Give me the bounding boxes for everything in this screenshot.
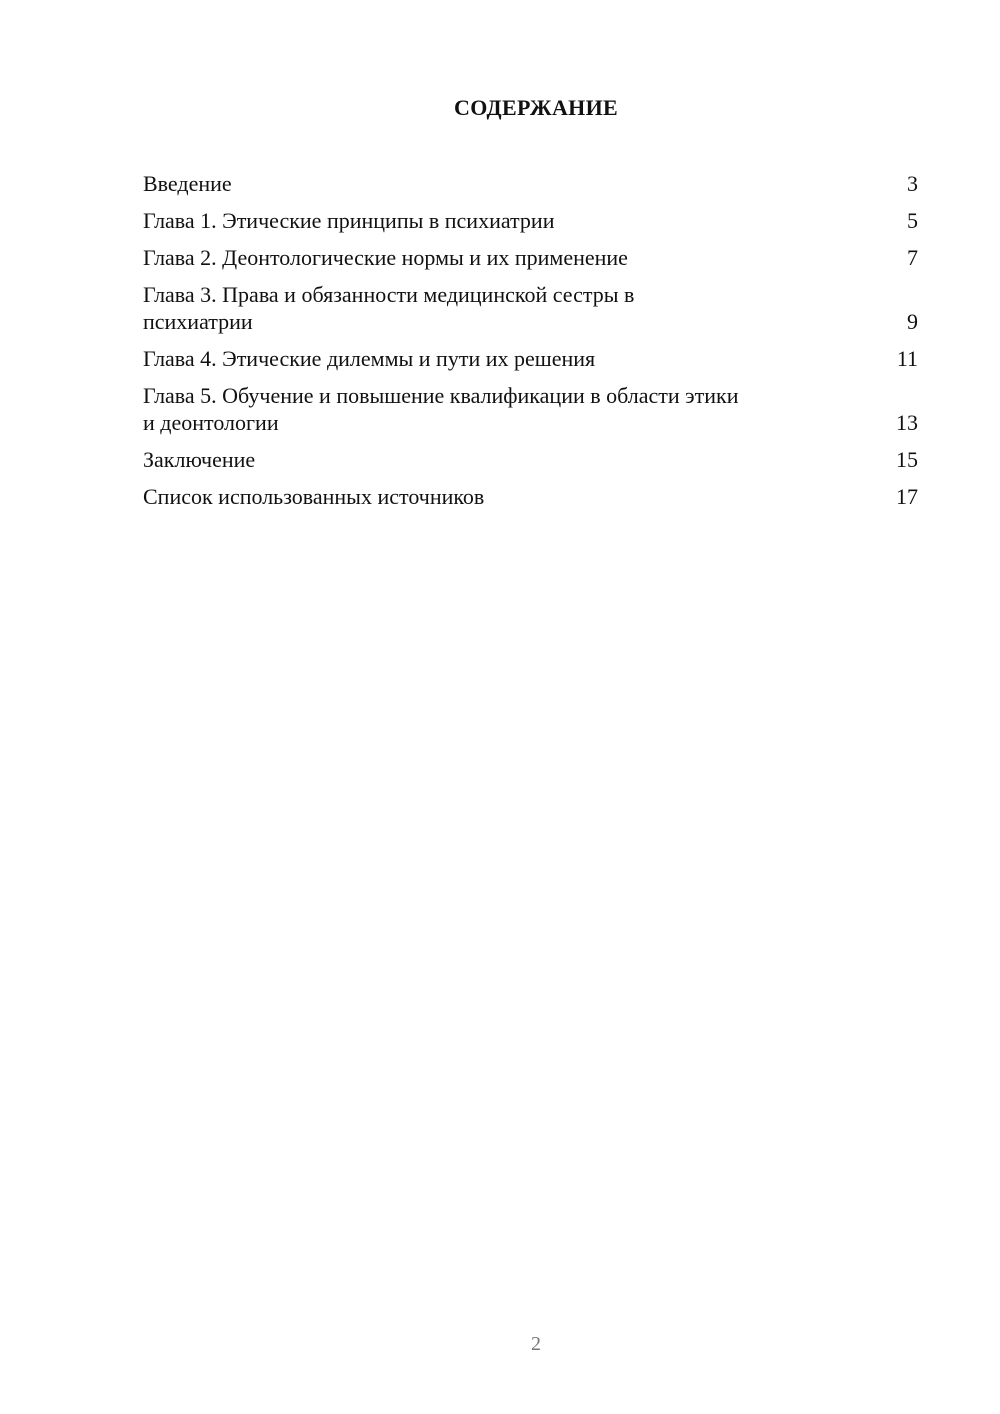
toc-entry-title: Глава 3. Права и обязанности медицинской сестры в психиатрии xyxy=(143,282,635,334)
toc-entry-page-number: 9 xyxy=(907,309,918,334)
toc-entry-page-number: 15 xyxy=(896,447,918,472)
toc-entry-page-number: 13 xyxy=(896,410,918,435)
toc-entry-references[interactable] xyxy=(143,483,918,510)
toc-entry-page-number: 17 xyxy=(896,484,918,509)
toc-entry-title: Введение xyxy=(143,171,232,196)
toc-entry-conclusion[interactable] xyxy=(143,446,918,473)
toc-entry-page-number: 3 xyxy=(907,171,918,196)
toc-entry-title: Заключение xyxy=(143,447,256,472)
toc-entry-introduction[interactable] xyxy=(143,170,918,197)
toc-entry-page-number: 5 xyxy=(907,208,918,233)
toc-entry-chapter-4[interactable] xyxy=(143,345,918,372)
toc-entry-title: Глава 2. Деонтологические нормы и их применение xyxy=(143,245,628,270)
page-number: 2 xyxy=(531,1333,541,1355)
toc-entry-title: Глава 5. Обучение и повышение квалификации в области этики и деонтологии xyxy=(143,383,739,435)
toc-entry-title: Глава 1. Этические принципы в психиатрии xyxy=(143,208,555,233)
toc-entry-chapter-5[interactable] xyxy=(143,382,918,436)
toc-entry-chapter-2[interactable] xyxy=(143,244,918,271)
toc-entry-title: Глава 4. Этические дилеммы и пути их решения xyxy=(143,346,596,371)
toc-entry-chapter-1[interactable] xyxy=(143,207,918,234)
toc-entry-page-number: 11 xyxy=(896,346,918,371)
page-title: СОДЕРЖАНИЕ xyxy=(454,95,618,120)
toc-entry-chapter-3[interactable] xyxy=(143,281,918,335)
toc-entry-page-number: 7 xyxy=(907,245,918,270)
table-of-contents xyxy=(143,170,918,520)
toc-entry-title: Список использованных источников xyxy=(143,484,485,509)
